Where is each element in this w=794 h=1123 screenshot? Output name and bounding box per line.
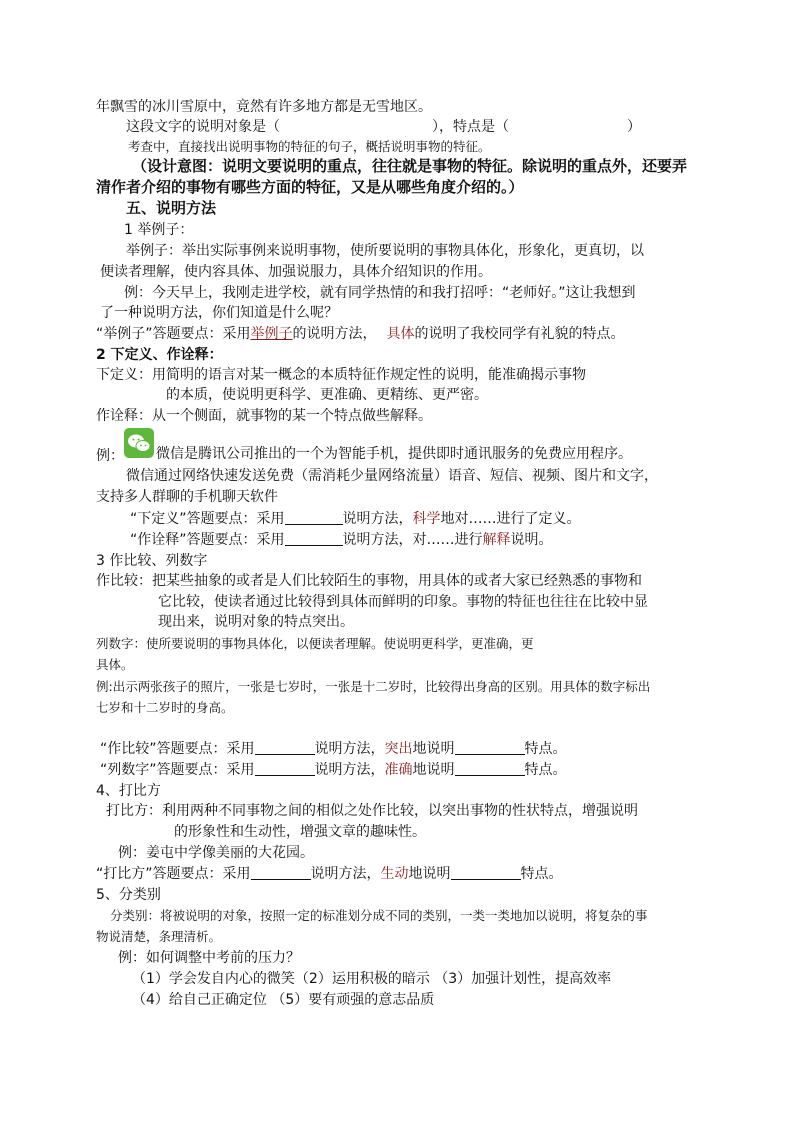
classification-items-2: （4）给自己正确定位 （5）要有顽强的意志品质 (132, 992, 435, 1008)
answer-middle-2: 地说明 (412, 741, 455, 757)
explanation-text: 作诠释：从一个侧面，就事物的某一个特点做些解释。 (96, 408, 432, 424)
example-sample-1: 例：今天早上，我刚走进学校，就有同学热情的和我打招呼：“老师好。”这让我想到 (124, 285, 636, 301)
definition-text-2: 的本质，使说明更科学、更准确、更精练、更严密。 (166, 387, 488, 403)
answer-blank-2 (455, 761, 525, 776)
answer-blank (255, 740, 315, 755)
answer-keyword-method: 举例子 (250, 326, 293, 342)
answer-prefix: “举例子”答题要点：采用 (96, 326, 251, 342)
answer-blank-2 (451, 865, 521, 880)
answer-blank (285, 531, 343, 546)
answer-keyword-concrete: 具体 (386, 326, 415, 342)
comparison-heading: 3 作比较、列数字 (96, 553, 208, 569)
definition-example-3: 支持多人群聊的手机聊天软件 (96, 489, 278, 505)
classification-heading: 5、分类别 (96, 887, 161, 903)
answer-blank (255, 761, 315, 776)
example-heading: 1 举例子： (124, 222, 194, 238)
analogy-answer (96, 865, 563, 883)
answer-blank (251, 865, 311, 880)
intro-line-3: 考查中，直接找出说明事物的特征的句子，概括说明事物的特征。 (128, 139, 491, 154)
answer-blank-2 (455, 740, 525, 755)
analogy-example: 例：姜屯中学像美丽的大花园。 (118, 845, 314, 861)
answer-prefix: “下定义”答题要点：采用 (130, 511, 285, 527)
answer-middle: 说明方法， (310, 866, 381, 882)
numbers-text-2: 具体。 (96, 657, 134, 672)
answer-suffix: 特点。 (524, 741, 567, 757)
question-end: ） (627, 119, 641, 135)
answer-suffix: 特点。 (524, 762, 567, 778)
design-intent-2: 清作者介绍的事物有哪些方面的特征，又是从哪些角度介绍的。） (96, 178, 524, 196)
example-definition-2: 便读者理解，使内容具体、加强说服力，具体介绍知识的作用。 (100, 264, 492, 280)
answer-suffix: 特点。 (520, 866, 563, 882)
answer-blank (285, 510, 343, 525)
definition-answer (130, 510, 581, 528)
comparison-example-1: 例:出示两张孩子的照片，一张是七岁时，一张是十二岁时，比较得出身高的区别。用具体的数字标出 (96, 679, 651, 694)
example-definition-1: 举例子：举出实际事例来说明事物，使所要说明的事物具体化，形象化，更真切，以 (126, 243, 644, 259)
definition-example-label: 例： (96, 448, 124, 464)
classification-text-2: 物说清楚，条理清析。 (96, 929, 222, 944)
answer-middle: 的说明方法， (292, 326, 377, 342)
answer-suffix: 说明。 (510, 532, 553, 548)
definition-example-1: 微信是腾讯公司推出的一个为智能手机，提供即时通讯服务的免费应用程序。 (156, 446, 632, 462)
answer-middle-2: 地说明 (408, 866, 451, 882)
answer-keyword: 突出 (384, 741, 413, 757)
analogy-heading: 4、打比方 (96, 783, 161, 799)
answer-keyword: 生动 (380, 866, 409, 882)
answer-middle: 说明方法，对……进行 (342, 532, 483, 548)
numbers-text-1: 列数字：使所要说明的事物具体化，以便读者理解。使说明更科学，更准确，更 (96, 636, 534, 651)
answer-prefix: “作比较”答题要点：采用 (100, 741, 255, 757)
definition-example-2: 微信通过网络快速发送免费（需消耗少量网络流量）语音、短信、视频、图片和文字， (126, 468, 658, 484)
example-answer (96, 325, 625, 343)
comparison-text-3: 现出来，说明对象的特点突出。 (158, 614, 354, 630)
answer-keyword: 科学 (412, 511, 441, 527)
answer-keyword: 解释 (482, 532, 511, 548)
comparison-text-2: 它比较，使读者通过比较得到具体而鲜明的印象。事物的特征也往往在比较中显 (158, 594, 648, 610)
analogy-text-1: 打比方：利用两种不同事物之间的相似之处作比较，以突出事物的性状特点，增强说明 (106, 803, 638, 819)
answer-middle: 说明方法， (314, 762, 385, 778)
comparison-example-2: 七岁和十二岁时的身高。 (96, 700, 234, 715)
classification-text-1: 分类别：将被说明的对象，按照一定的标准划分成不同的类别，一类一类地加以说明，将复杂的事 (110, 908, 648, 923)
comparison-answer (100, 740, 567, 758)
answer-middle-2: 地说明 (412, 762, 455, 778)
numbers-answer (100, 761, 567, 779)
example-sample-2: 了一种说明方法，你们知道是什么呢？ (100, 305, 338, 321)
answer-suffix: 地对……进行了定义。 (440, 511, 581, 527)
classification-items-1: （1）学会发自内心的微笑（2）运用积极的暗示 （3）加强计划性，提高效率 (132, 971, 612, 987)
definition-heading: 2 下定义、作诠释： (96, 347, 223, 363)
definition-text-1: 下定义：用简明的语言对某一概念的本质特征作规定性的说明，能准确揭示事物 (96, 367, 586, 383)
answer-suffix: 的说明了我校同学有礼貌的特点。 (414, 326, 625, 342)
design-intent-1: （设计意图：说明文要说明的重点，往往就是事物的特征。除说明的重点外，还要弄 (132, 157, 688, 175)
intro-line-1: 年飘雪的冰川雪原中，竟然有许多地方都是无雪地区。 (96, 99, 432, 115)
answer-prefix: “打比方”答题要点：采用 (96, 866, 251, 882)
answer-middle: 说明方法， (314, 741, 385, 757)
question-middle: ），特点是（ (432, 119, 509, 135)
answer-middle: 说明方法， (342, 511, 413, 527)
answer-keyword: 准确 (384, 762, 413, 778)
classification-example: 例：如何调整中考前的压力？ (118, 950, 300, 966)
wechat-icon (124, 428, 154, 458)
comparison-text-1: 作比较：把某些抽象的或者是人们比较陌生的事物，用具体的或者大家已经熟悉的事物和 (96, 573, 642, 589)
answer-prefix: “作诠释”答题要点：采用 (130, 532, 285, 548)
explanation-answer (130, 531, 553, 549)
answer-prefix: “列数字”答题要点：采用 (100, 762, 255, 778)
analogy-text-2: 的形象性和生动性，增强文章的趣味性。 (174, 824, 426, 840)
section-title: 五、说明方法 (126, 199, 217, 217)
intro-question (126, 118, 641, 136)
question-prefix: 这段文字的说明对象是（ (126, 119, 280, 135)
